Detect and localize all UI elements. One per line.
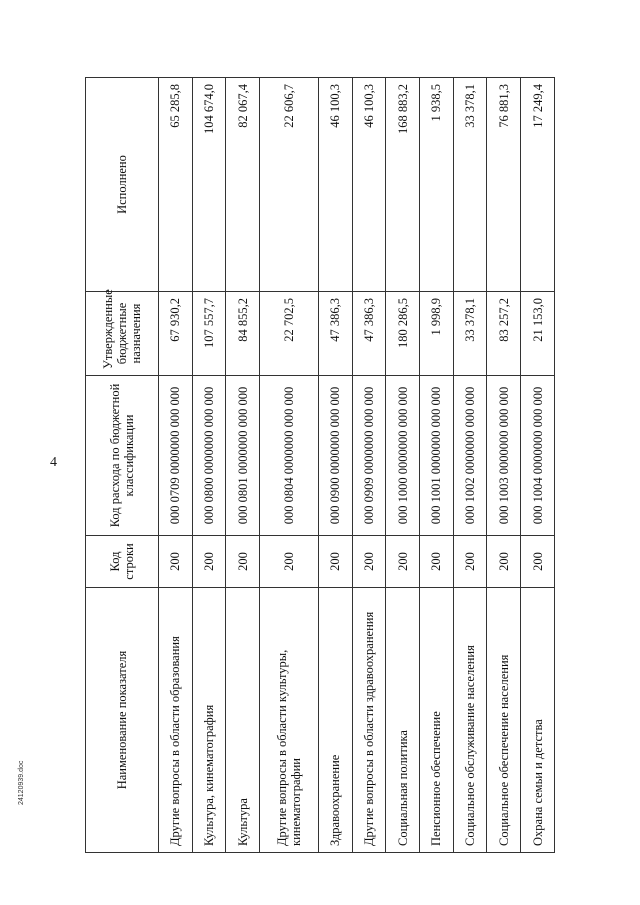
row-executed: 104 674,0: [192, 78, 226, 292]
header-approved: Утвержденные бюджетные назначения: [86, 292, 159, 376]
row-line-code: 200: [226, 536, 260, 588]
row-approved: 22 702,5: [260, 292, 319, 376]
row-executed: 46 100,3: [318, 78, 352, 292]
page-number: 4: [50, 455, 57, 470]
header-name: Наименование показателя: [86, 588, 159, 853]
row-expense-code: 000 1003 0000000 000 000: [487, 376, 521, 536]
row-name: Другие вопросы в области здравоохранения: [352, 588, 386, 853]
row-executed: 33 378,1: [453, 78, 487, 292]
row-expense-code: 000 0909 0000000 000 000: [352, 376, 386, 536]
row-expense-code: 000 0800 0000000 000 000: [192, 376, 226, 536]
row-expense-code: 000 1004 0000000 000 000: [521, 376, 555, 536]
row-name: Другие вопросы в области образования: [159, 588, 193, 853]
row-line-code: 200: [352, 536, 386, 588]
row-approved: 47 386,3: [318, 292, 352, 376]
row-name: Социальная политика: [386, 588, 420, 853]
row-line-code: 200: [521, 536, 555, 588]
row-expense-code: 000 0801 0000000 000 000: [226, 376, 260, 536]
header-line-code: Код строки: [86, 536, 159, 588]
row-executed: 46 100,3: [352, 78, 386, 292]
row-executed: 76 881,3: [487, 78, 521, 292]
row-line-code: 200: [318, 536, 352, 588]
row-line-code: 200: [420, 536, 454, 588]
row-name: Охрана семьи и детства: [521, 588, 555, 853]
row-executed: 82 067,4: [226, 78, 260, 292]
table-row: [318, 78, 352, 853]
table-row: [192, 78, 226, 853]
row-approved: 33 378,1: [453, 292, 487, 376]
rotated-table-container: [85, 78, 555, 853]
table-row: [352, 78, 386, 853]
row-approved: 107 557,7: [192, 292, 226, 376]
row-name: Культура, кинематография: [192, 588, 226, 853]
table-row: [453, 78, 487, 853]
row-approved: 180 286,5: [386, 292, 420, 376]
table-row: [487, 78, 521, 853]
row-name: Социальное обеспечение населения: [487, 588, 521, 853]
row-name: Здравоохранение: [318, 588, 352, 853]
row-executed: 168 883,2: [386, 78, 420, 292]
row-expense-code: 000 1000 0000000 000 000: [386, 376, 420, 536]
table-row: [260, 78, 319, 853]
row-expense-code: 000 0900 0000000 000 000: [318, 376, 352, 536]
row-name: Другие вопросы в области культуры, кинематографии: [260, 588, 319, 853]
row-line-code: 200: [453, 536, 487, 588]
row-approved: 47 386,3: [352, 292, 386, 376]
row-name: Пенсионное обеспечение: [420, 588, 454, 853]
table-row: [226, 78, 260, 853]
footer-file-code: 24120939.doc: [18, 760, 25, 805]
row-executed: 22 606,7: [260, 78, 319, 292]
row-line-code: 200: [159, 536, 193, 588]
row-approved: 67 930,2: [159, 292, 193, 376]
row-expense-code: 000 0709 0000000 000 000: [159, 376, 193, 536]
row-approved: 1 998,9: [420, 292, 454, 376]
row-executed: 17 249,4: [521, 78, 555, 292]
row-name: Социальное обслуживание населения: [453, 588, 487, 853]
row-line-code: 200: [386, 536, 420, 588]
row-line-code: 200: [192, 536, 226, 588]
row-approved: 83 257,2: [487, 292, 521, 376]
row-line-code: 200: [487, 536, 521, 588]
row-expense-code: 000 0804 0000000 000 000: [260, 376, 319, 536]
row-approved: 21 153,0: [521, 292, 555, 376]
header-expense-code: Код расхода по бюджетной классификации: [86, 376, 159, 536]
row-executed: 1 938,5: [420, 78, 454, 292]
table-row: [386, 78, 420, 853]
table-row: [521, 78, 555, 853]
row-name: Культура: [226, 588, 260, 853]
table-header-row: [86, 78, 159, 853]
table-row: [159, 78, 193, 853]
row-approved: 84 855,2: [226, 292, 260, 376]
budget-execution-table: [85, 77, 555, 853]
table-row: [420, 78, 454, 853]
header-executed: Исполнено: [86, 78, 159, 292]
row-executed: 65 285,8: [159, 78, 193, 292]
row-line-code: 200: [260, 536, 319, 588]
row-expense-code: 000 1002 0000000 000 000: [453, 376, 487, 536]
row-expense-code: 000 1001 0000000 000 000: [420, 376, 454, 536]
